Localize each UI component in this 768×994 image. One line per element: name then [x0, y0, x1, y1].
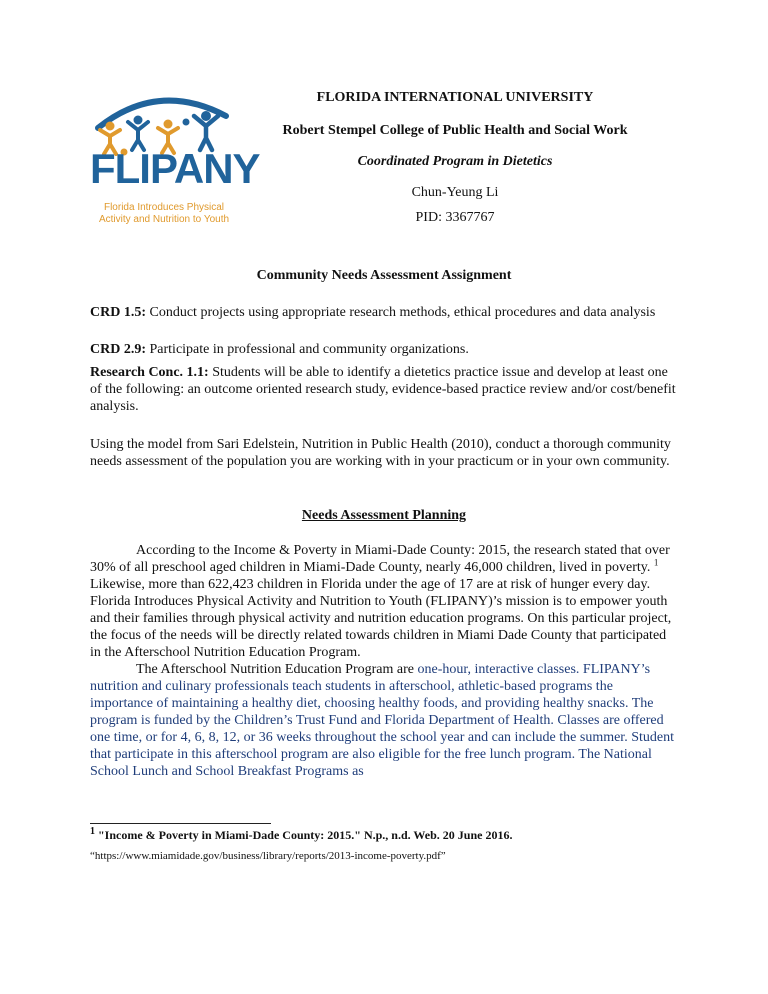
instructions-paragraph: Using the model from Sari Edelstein, Nutrition in Public Health (2010), conduct a thorough community needs assessment of the population you are working with in your practicum or in your own community. [90, 437, 671, 469]
competency-code: CRD 2.9: [90, 342, 146, 357]
competency-code: CRD 1.5: [90, 305, 146, 320]
body-paragraph-1: According to the Income & Poverty in Miami-Dade County: 2015, the research stated that over 30% of all preschool aged children in Miami-Dade County, nearly 46,000 children, lived in poverty. $^1$ Likewise, more than 622,423 children in Florida under the age of 17 are at risk of hunger every day. Florida Introduces Physical Activity and Nutrition to Youth (FLIPANY)’s mission is to empower youth and their families through physical activity and nutrition education programs. On this particular project, the focus of the needs will be directly related towards children in Miami Dade County that participated in the Afterschool Nutrition Education Program. [90, 543, 672, 660]
author-name: Chun-Yeung Li [411, 185, 499, 200]
competency-research-conc [90, 364, 678, 415]
logo-wordmark: FLIPANY [90, 145, 260, 192]
competency-crd-1-5 [90, 304, 678, 321]
competency-text: Students will be able to identify a dietetics practice issue and develop at least one of the following: an outcome oriented research study, evidence-based practice review and/or cost/benefit analysis. [90, 365, 676, 414]
competency-code: Research Conc. 1.1: [90, 365, 209, 380]
footnote-url: “https://www.miamidade.gov/business/library/reports/2013-income-poverty.pdf” [90, 850, 446, 862]
college-name: Robert Stempel College of Public Health and Social Work [282, 123, 628, 138]
assignment-title: Community Needs Assessment Assignment [256, 268, 512, 283]
footnote-ref: 1 [653, 557, 659, 568]
footnote-citation: $^1$ "Income & Poverty in Miami-Dade County: 2015." N.p., n.d. Web. 20 June 2016. [90, 826, 513, 842]
section-heading: Needs Assessment Planning [301, 508, 467, 523]
logo-tagline: Florida Introduces Physical Activity and Nutrition to Youth [98, 202, 230, 225]
program-name: Coordinated Program in Dietetics [357, 154, 553, 169]
competency-text: Participate in professional and community organizations. [146, 342, 469, 357]
body-text [90, 542, 678, 780]
competency-text: Conduct projects using appropriate research methods, ethical procedures and data analysis [146, 305, 656, 320]
university-name: FLORIDA INTERNATIONAL UNIVERSITY [316, 90, 594, 105]
footnote-number: 1 [90, 826, 95, 837]
body-paragraph-2: The Afterschool Nutrition Education Program are one-hour, interactive classes. FLIPANY’s nutrition and culinary professionals teach students in afterschool, athletic-based programs the importance of maintaining a healthy diet, choosing healthy foods, and providing healthy snacks. The program is funded by the Children’s Trust Fund and Florida Department of Health. Classes are offered one time, or for 4, 6, 8, 12, or 36 weeks throughout the school year and can include the summer. Student that participate in this afterschool program are also eligible for the free lunch program. The National School Lunch and School Breakfast Programs as [90, 662, 674, 779]
student-pid: PID: 3367767 [415, 210, 495, 225]
competency-crd-2-9 [90, 341, 678, 358]
footnote-separator [90, 823, 271, 824]
flipany-logo [88, 86, 260, 232]
